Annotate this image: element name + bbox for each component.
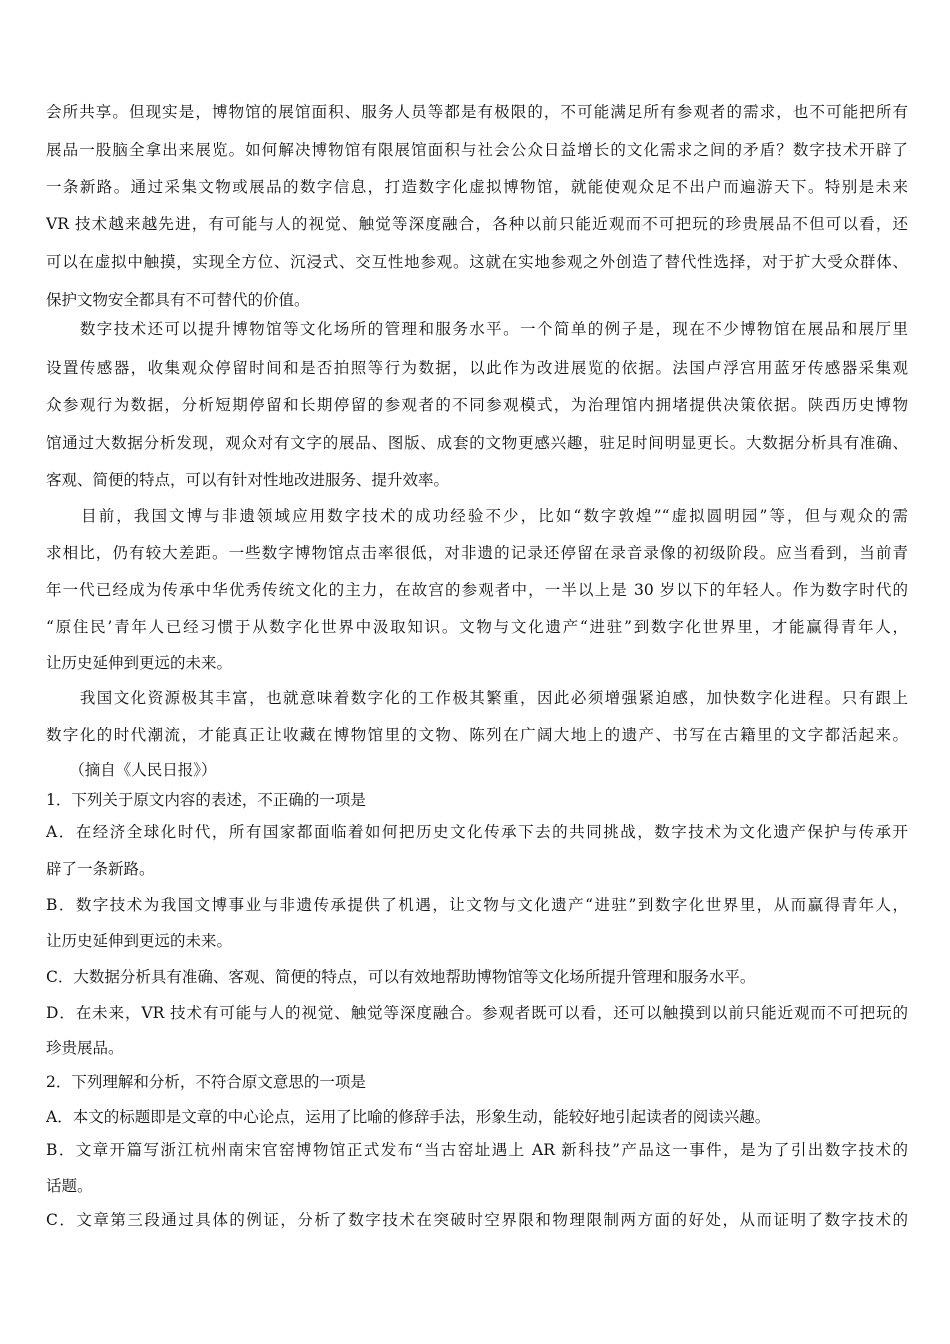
text-line: 年一代已经成为传承中华优秀传统文化的主力，在故宫的参观者中，一半以上是 30 岁以下的年轻人。作为数字时代的 bbox=[46, 581, 908, 599]
text-line: 让历史延伸到更远的未来。 bbox=[46, 654, 233, 672]
text-line: A．在经济全球化时代，所有国家都面临着如何把历史文化传承下去的共同挑战，数字技术为文化遗产保护与传承开 bbox=[46, 823, 908, 841]
text-line: 馆通过大数据分析发现，观众对有文字的展品、图版、成套的文物更感兴趣，驻足时间明显更长。大数据分析具有准确、 bbox=[46, 434, 908, 452]
text-line: 求相比，仍有较大差距。一些数字博物馆点击率很低，对非遗的记录还停留在录音录像的初级阶段。应当看到，当前青 bbox=[46, 544, 908, 562]
text-line: C．文章第三段通过具体的例证，分析了数字技术在突破时空界限和物理限制两方面的好处，从而证明了数字技术的 bbox=[46, 1211, 908, 1229]
text-line: 会所共享。但现实是，博物馆的展馆面积、服务人员等都是有极限的，不可能满足所有参观者的需求，也不可能把所有 bbox=[46, 103, 908, 121]
text-line: 数字化的时代潮流，才能真正让收藏在博物馆里的文物、陈列在广阔大地上的遗产、书写在古籍里的文字都活起来。 bbox=[46, 726, 908, 744]
text-line: 目前，我国文博与非遗领域应用数字技术的成功经验不少，比如“数字敦煌”“虚拟圆明园”等，但与观众的需 bbox=[46, 507, 908, 525]
text-line: 一条新路。通过采集文物或展品的数字信息，打造数字化虚拟博物馆，就能使观众足不出户而遍游天下。特别是未来 bbox=[46, 178, 908, 196]
text-line: 保护文物安全都具有不可替代的价值。 bbox=[46, 291, 310, 309]
text-line: 设置传感器，收集观众停留时间和是否拍照等行为数据，以此作为改进展览的依据。法国卢浮宫用蓝牙传感器采集观 bbox=[46, 359, 908, 377]
text-line: 客观、简便的特点，可以有针对性地改进服务、提升效率。 bbox=[46, 471, 450, 489]
text-line: A．本文的标题即是文章的中心论点，运用了比喻的修辞手法，形象生动，能较好地引起读者的阅读兴趣。 bbox=[46, 1108, 771, 1126]
text-line: 1．下列关于原文内容的表述，不正确的一项是 bbox=[46, 791, 366, 809]
text-line: C．大数据分析具有准确、客观、简便的特点，可以有效地帮助博物馆等文化场所提升管理和服务水平。 bbox=[46, 968, 756, 986]
text-line: 话题。 bbox=[46, 1177, 93, 1195]
text-line: B．文章开篇写浙江杭州南宋官窑博物馆正式发布“当古窑址遇上 AR 新科技”产品这一事件，是为了引出数字技术的 bbox=[46, 1141, 908, 1159]
text-line: D．在未来，VR 技术有可能与人的视觉、触觉等深度融合。参观者既可以看，还可以触摸到以前只能近观而不可把玩的 bbox=[46, 1004, 908, 1022]
text-line: 辟了一条新路。 bbox=[46, 860, 155, 878]
text-line: （摘自《人民日报》） bbox=[46, 761, 217, 779]
text-line: 可以在虚拟中触摸，实现全方位、沉浸式、交互性地参观。这就在实地参观之外创造了替代性选择，对于扩大受众群体、 bbox=[46, 253, 908, 271]
text-line: 让历史延伸到更远的未来。 bbox=[46, 932, 233, 950]
text-line: 我国文化资源极其丰富，也就意味着数字化的工作极其繁重，因此必须增强紧迫感，加快数字化进程。只有跟上 bbox=[46, 689, 908, 707]
text-line: 珍贵展品。 bbox=[46, 1039, 124, 1057]
text-line: VR 技术越来越先进，有可能与人的视觉、触觉等深度融合，各种以前只能近观而不可把玩的珍贵展品不但可以看，还 bbox=[46, 215, 908, 233]
text-line: 展品一股脑全拿出来展览。如何解决博物馆有限展馆面积与社会公众日益增长的文化需求之间的矛盾？数字技术开辟了 bbox=[46, 141, 908, 159]
text-line: B．数字技术为我国文博事业与非遗传承提供了机遇，让文物与文化遗产“进驻”到数字化世界里，从而赢得青年人， bbox=[46, 896, 908, 914]
text-line: 众参观行为数据，分析短期停留和长期停留的参观者的不同参观模式，为治理馆内拥堵提供决策依据。陕西历史博物 bbox=[46, 396, 908, 414]
text-line: 2．下列理解和分析，不符合原文意思的一项是 bbox=[46, 1073, 366, 1091]
text-line: “原住民’青年人已经习惯于从数字化世界中汲取知识。文物与文化遗产“进驻”到数字化世界里，才能赢得青年人， bbox=[46, 618, 908, 636]
text-line: 数字技术还可以提升博物馆等文化场所的管理和服务水平。一个简单的例子是，现在不少博物馆在展品和展厅里 bbox=[46, 320, 908, 338]
